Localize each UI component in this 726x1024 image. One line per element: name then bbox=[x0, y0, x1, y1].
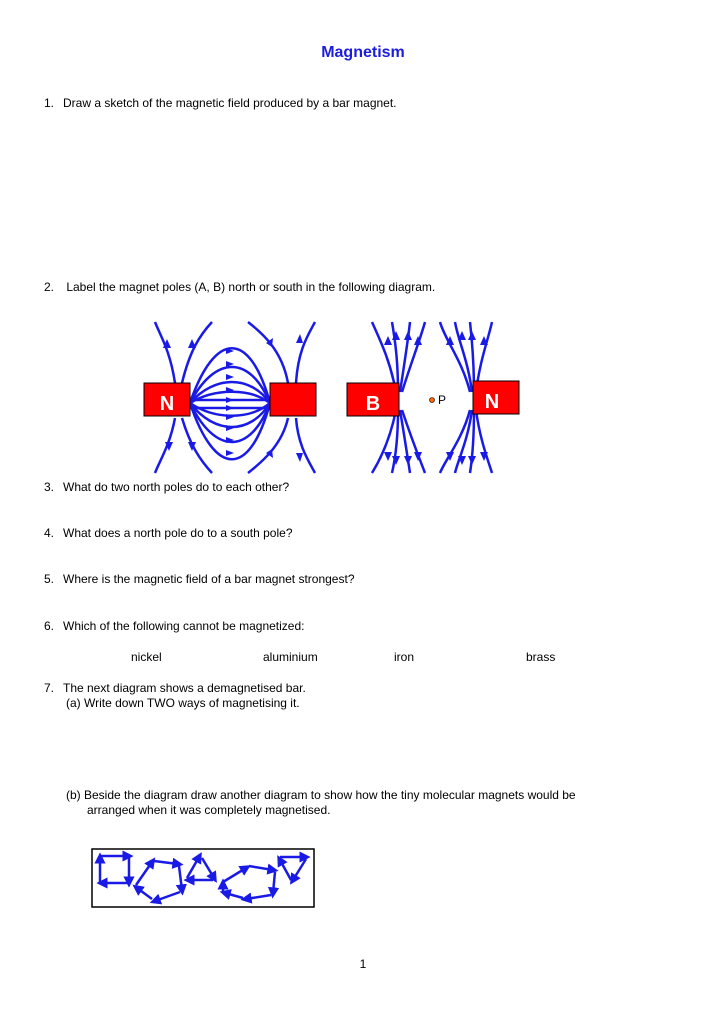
question-number: 1. bbox=[44, 96, 55, 110]
pole-label-n-left: N bbox=[159, 393, 175, 415]
question-number: 3. bbox=[44, 480, 55, 494]
question-number: 4. bbox=[44, 526, 55, 540]
question-7a: (a) Write down TWO ways of magnetising it. bbox=[66, 696, 300, 710]
option-iron: iron bbox=[394, 650, 415, 664]
question-number: 2. bbox=[44, 280, 55, 294]
question-7b-line-1: (b) Beside the diagram draw another diagram to show how the tiny molecular magnets would be bbox=[66, 788, 576, 802]
pole-label-n-right: N bbox=[484, 391, 500, 413]
question-text: What does a north pole do to a south pole? bbox=[63, 526, 293, 540]
question-text: Draw a sketch of the magnetic field produced by a bar magnet. bbox=[63, 96, 397, 110]
magnet-label-b: B bbox=[365, 393, 381, 415]
page-number: 1 bbox=[359, 957, 367, 971]
page-title: Magnetism bbox=[321, 44, 405, 61]
question-text: Label the magnet poles (A, B) north or south in the following diagram. bbox=[63, 280, 436, 294]
question-number: 7. bbox=[44, 681, 55, 695]
option-aluminium: aluminium bbox=[263, 650, 318, 664]
question-number: 6. bbox=[44, 619, 55, 633]
option-brass: brass bbox=[526, 650, 556, 664]
question-7b-line-2: arranged when it was completely magnetised. bbox=[87, 803, 331, 817]
question-text: Which of the following cannot be magnetized: bbox=[63, 619, 305, 633]
question-text: What do two north poles do to each other? bbox=[63, 480, 290, 494]
option-nickel: nickel bbox=[131, 650, 162, 664]
question-text: Where is the magnetic field of a bar magnet strongest? bbox=[63, 572, 355, 586]
question-number: 5. bbox=[44, 572, 55, 586]
point-p-label: P bbox=[438, 393, 447, 407]
question-text: The next diagram shows a demagnetised bar. bbox=[63, 681, 306, 695]
